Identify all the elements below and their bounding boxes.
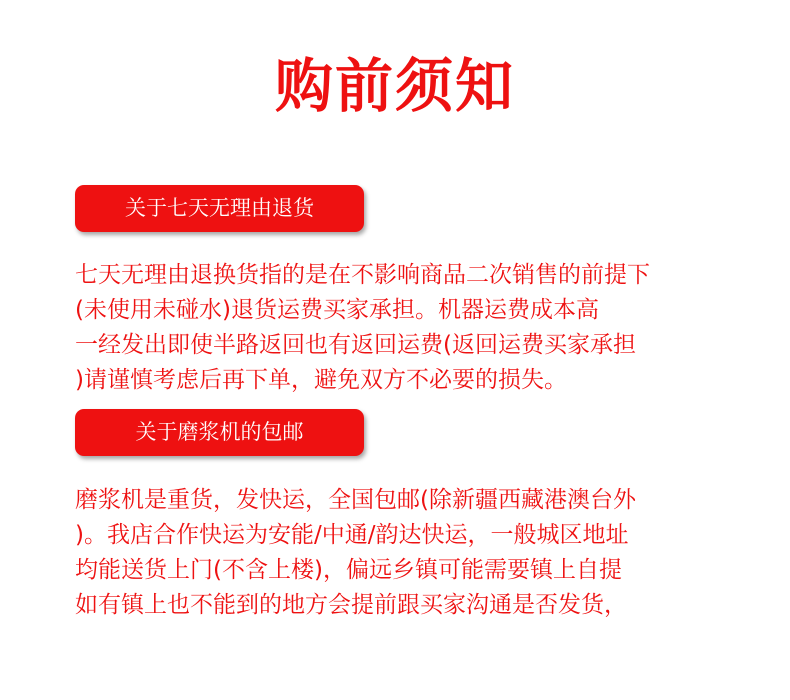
section-heading-label: 关于七天无理由退货: [125, 196, 314, 220]
page-title: 购前须知: [274, 52, 515, 120]
paragraph-line: 一经发出即使半路返回也有返回运费(返回运费买家承担: [75, 332, 636, 358]
paragraph-line: 磨浆机是重货，发快运，全国包邮(除新疆西藏港澳台外: [75, 487, 636, 513]
section-heading-return-policy: [75, 185, 364, 232]
section-heading-label: 关于磨浆机的包邮: [135, 420, 304, 444]
free-shipping-paragraph: [75, 483, 755, 623]
paragraph-line: )请谨慎考虑后再下单，避免双方不必要的损失。: [75, 367, 567, 393]
paragraph-line: 如有镇上也不能到的地方会提前跟买家沟通是否发货，: [75, 592, 627, 618]
paragraph-line: 均能送货上门(不含上楼)，偏远乡镇可能需要镇上自提: [75, 557, 622, 583]
paragraph-line: (未使用未碰水)退货运费买家承担。机器运费成本高: [75, 297, 599, 323]
paragraph-line: )。我店合作快运为安能/中通/韵达快运，一般城区地址: [75, 522, 629, 548]
paragraph-line: 七天无理由退换货指的是在不影响商品二次销售的前提下: [75, 262, 650, 288]
section-heading-free-shipping: [75, 409, 364, 456]
return-policy-paragraph: [75, 258, 755, 398]
